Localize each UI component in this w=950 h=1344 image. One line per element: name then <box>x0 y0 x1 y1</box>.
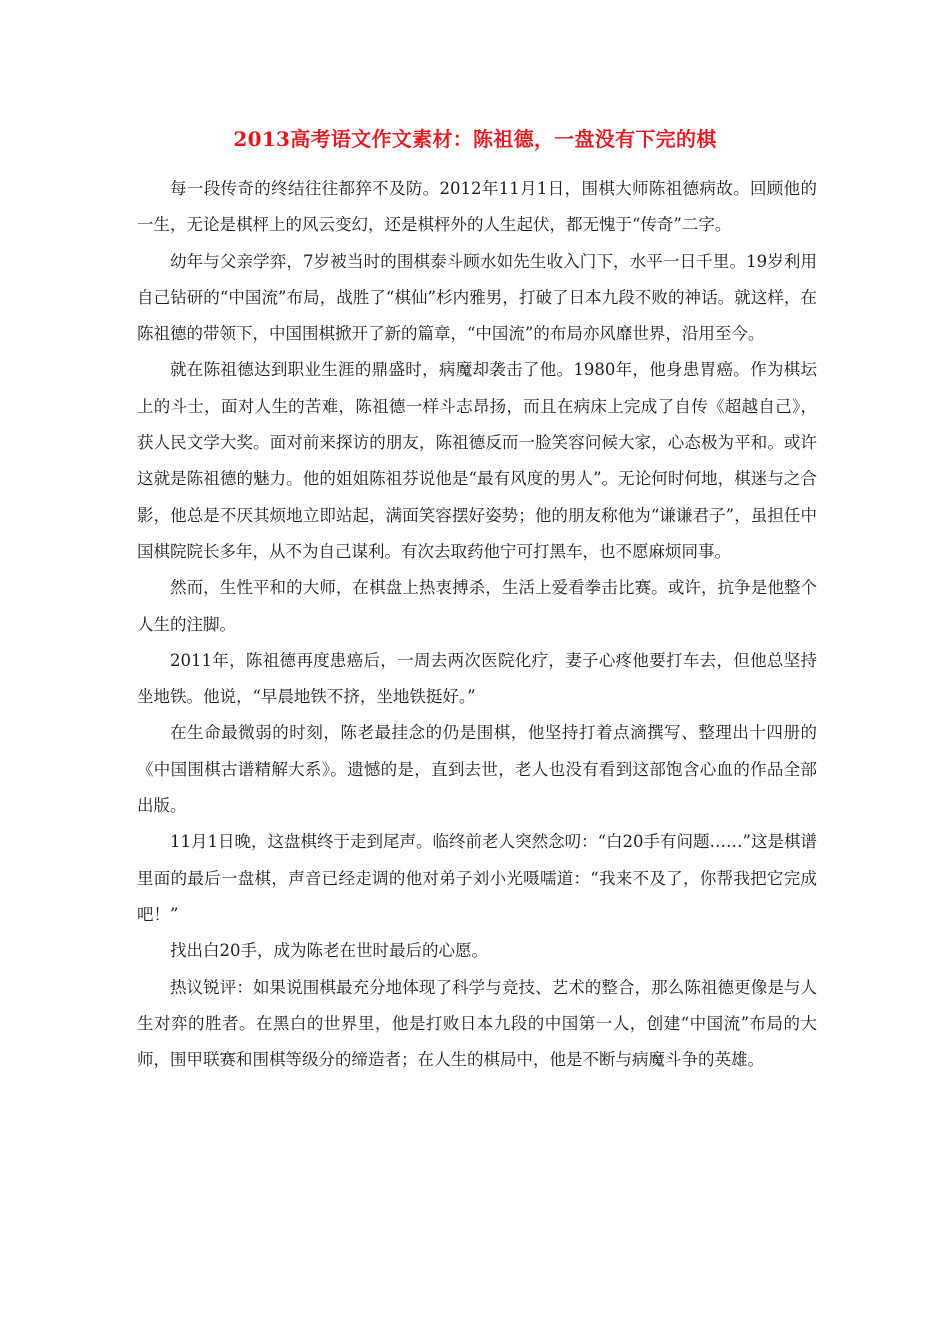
paragraph: 就在陈祖德达到职业生涯的鼎盛时，病魔却袭击了他。1980年，他身患胃癌。作为棋坛上的斗士，面对人生的苦难，陈祖德一样斗志昂扬，而且在病床上完成了自传《超越自己》，获人民文学大奖。面对前来探访的朋友，陈祖德反而一脸笑容问候大家，心态极为平和。或许这就是陈祖德的魅力。他的姐姐陈祖芬说他是“最有风度的男人”。无论何时何地，棋迷与之合影，他总是不厌其烦地立即站起，满面笑容摆好姿势；他的朋友称他为“谦谦君子”，虽担任中国棋院院长多年，从不为自己谋利。有次去取药他宁可打黑车，也不愿麻烦同事。 <box>137 360 817 561</box>
paragraph: 热议锐评：如果说围棋最充分地体现了科学与竞技、艺术的整合，那么陈祖德更像是与人生对弈的胜者。在黑白的世界里，他是打败日本九段的中国第一人，创建“中国流”布局的大师，围甲联赛和围棋等级分的缔造者；在人生的棋局中，他是不断与病魔斗争的英雄。 <box>137 977 817 1070</box>
paragraph: 2011年，陈祖德再度患癌后，一周去两次医院化疗，妻子心疼他要打车去，但他总坚持坐地铁。他说，“早晨地铁不挤，坐地铁挺好。” <box>137 650 817 707</box>
document-body <box>137 171 817 1078</box>
document-title: 2013高考语文作文素材：陈祖德，一盘没有下完的棋 <box>233 127 717 151</box>
paragraph: 每一段传奇的终结往往都猝不及防。2012年11月1日，围棋大师陈祖德病故。回顾他的一生，无论是棋枰上的风云变幻，还是棋枰外的人生起伏，都无愧于“传奇”二字。 <box>137 179 817 235</box>
paragraph: 找出白20手，成为陈老在世时最后的心愿。 <box>170 941 488 961</box>
paragraph: 然而，生性平和的大师，在棋盘上热衷搏杀，生活上爱看拳击比赛。或许，抗争是他整个人生的注脚。 <box>137 578 817 634</box>
paragraph: 11月1日晚，这盘棋终于走到尾声。临终前老人突然念叨：“白20手有问题……”这是棋谱里面的最后一盘棋，声音已经走调的他对弟子刘小光嗫嚅道：“我来不及了，你帮我把它完成吧！” <box>137 832 817 924</box>
paragraph: 在生命最微弱的时刻，陈老最挂念的仍是围棋，他坚持打着点滴撰写、整理出十四册的《中国围棋古谱精解大系》。遗憾的是，直到去世，老人也没有看到这部饱含心血的作品全部出版。 <box>137 723 817 816</box>
paragraph: 幼年与父亲学弈，7岁被当时的围棋泰斗顾水如先生收入门下，水平一日千里。19岁利用自己钻研的“中国流”布局，战胜了“棋仙”杉内雅男，打破了日本九段不败的神话。就这样，在陈祖德的带领下，中国围棋掀开了新的篇章，“中国流”的布局亦风靡世界，沿用至今。 <box>137 251 817 344</box>
